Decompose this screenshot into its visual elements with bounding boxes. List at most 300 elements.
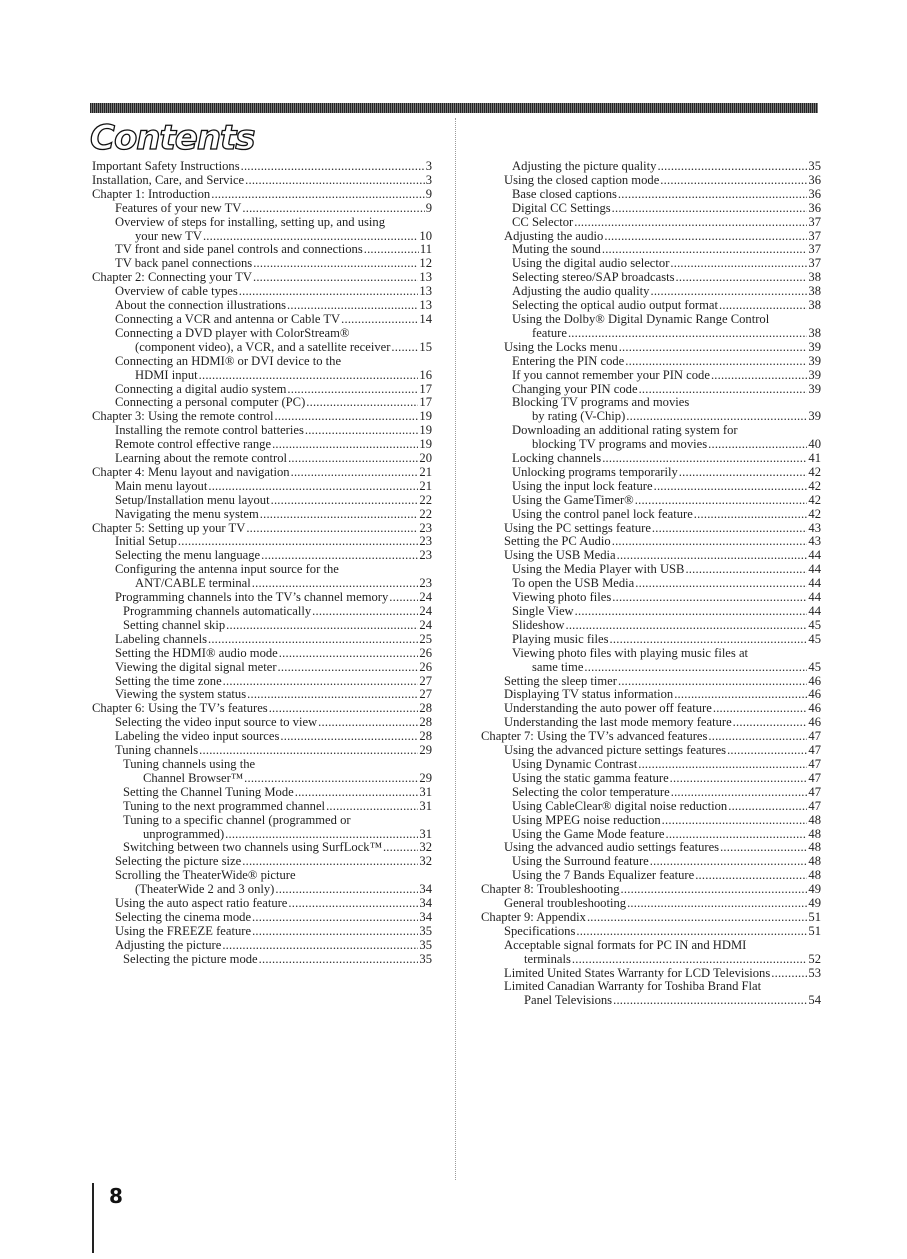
toc-entry[interactable] <box>92 299 432 313</box>
toc-entry-title: HDMI input <box>135 367 198 382</box>
toc-entry[interactable] <box>481 633 821 647</box>
toc-entry[interactable] <box>481 758 821 772</box>
toc-chapter-heading[interactable] <box>92 160 432 174</box>
toc-entry[interactable] <box>92 563 432 577</box>
toc-leader-dots <box>261 549 418 563</box>
toc-page-number: 48 <box>808 812 821 827</box>
toc-page-number: 44 <box>808 562 821 577</box>
toc-entry-title: About the connection illustrations <box>115 298 287 313</box>
toc-entry[interactable] <box>481 869 821 883</box>
toc-leader-dots <box>627 897 807 911</box>
toc-page-number: 13 <box>419 270 432 285</box>
toc-chapter-heading[interactable] <box>92 702 432 716</box>
toc-entry-title: Adjusting the picture <box>115 937 222 952</box>
toc-entry-title: Setup/Installation menu layout <box>115 492 270 507</box>
toc-entry[interactable] <box>481 174 821 188</box>
toc-page-number: 36 <box>808 186 821 201</box>
toc-leader-dots <box>199 369 419 383</box>
toc-leader-dots <box>612 535 808 549</box>
toc-entry[interactable] <box>92 438 432 452</box>
toc-entry-title: Using the Dolby® Digital Dynamic Range Control <box>512 311 770 326</box>
toc-entry[interactable] <box>481 424 821 438</box>
toc-leader-dots <box>679 466 808 480</box>
toc-entry[interactable] <box>92 814 432 828</box>
toc-entry[interactable] <box>92 216 432 230</box>
toc-page-number: 24 <box>419 604 432 618</box>
toc-entry[interactable] <box>481 508 821 522</box>
toc-page-number: 37 <box>808 228 821 243</box>
toc-entry[interactable] <box>481 160 821 174</box>
toc-entry[interactable] <box>481 355 821 369</box>
toc-entry-title: Using the Media Player with USB <box>512 562 685 577</box>
toc-entry-title: Limited Canadian Warranty for Toshiba Brand Flat <box>504 979 762 994</box>
toc-entry-title: Switching between two channels using SurfLock™ <box>123 840 382 855</box>
toc-entry[interactable] <box>481 202 821 216</box>
toc-entry[interactable] <box>92 243 432 257</box>
toc-entry[interactable] <box>481 230 821 244</box>
toc-leader-dots <box>244 772 418 786</box>
toc-leader-dots <box>252 577 419 591</box>
toc-page-number: 14 <box>419 311 432 326</box>
toc-entry-title: Using the static gamma feature <box>512 770 669 785</box>
toc-entry[interactable] <box>92 800 432 814</box>
toc-page-number: 47 <box>808 798 821 813</box>
toc-entry[interactable] <box>481 341 821 355</box>
toc-entry-title: Navigating the menu system <box>115 506 259 521</box>
toc-leader-dots <box>326 800 418 814</box>
toc-entry-title: Installing the remote control batteries <box>115 423 304 438</box>
toc-page-number: 47 <box>808 784 821 799</box>
toc-page-number: 35 <box>419 951 432 966</box>
toc-leader-dots <box>576 925 807 939</box>
toc-page-number: 31 <box>419 784 432 799</box>
toc-entry-title: Using the Surround feature <box>512 854 649 869</box>
toc-entry-title: unprogrammed) <box>143 826 225 841</box>
toc-leader-dots <box>246 522 418 536</box>
toc-entry[interactable] <box>92 452 432 466</box>
toc-page-number: 46 <box>808 673 821 688</box>
toc-entry-title: Locking channels <box>512 451 602 466</box>
toc-entry[interactable] <box>481 299 821 313</box>
toc-page-number: 28 <box>419 729 432 744</box>
toc-chapter-heading[interactable] <box>92 410 432 424</box>
toc-entry[interactable] <box>92 285 432 299</box>
toc-entry[interactable] <box>481 953 821 967</box>
toc-entry[interactable] <box>92 841 432 855</box>
toc-leader-dots <box>610 633 808 647</box>
toc-leader-dots <box>572 953 808 967</box>
toc-leader-dots <box>568 327 807 341</box>
toc-page-number: 22 <box>419 492 432 507</box>
toc-entry[interactable] <box>481 480 821 494</box>
toc-entry[interactable] <box>92 494 432 508</box>
toc-entry-title: Using the Game Mode feature <box>512 826 665 841</box>
toc-entry[interactable] <box>92 772 432 786</box>
toc-leader-dots <box>660 174 807 188</box>
toc-left-column <box>92 160 432 967</box>
toc-leader-dots <box>621 883 808 897</box>
toc-entry[interactable] <box>481 814 821 828</box>
toc-leader-dots <box>652 522 807 536</box>
toc-entry-title: Connecting a DVD player with ColorStream® <box>115 325 350 340</box>
toc-leader-dots <box>199 744 418 758</box>
toc-entry[interactable] <box>92 313 432 327</box>
toc-entry[interactable] <box>92 577 432 591</box>
toc-entry[interactable] <box>481 563 821 577</box>
toc-page-number: 3 <box>425 159 432 173</box>
toc-leader-dots <box>252 911 418 925</box>
toc-leader-dots <box>671 786 808 800</box>
toc-leader-dots <box>252 925 418 939</box>
toc-page-number: 34 <box>419 896 432 911</box>
toc-page-number: 39 <box>808 381 821 396</box>
toc-entry[interactable] <box>92 355 432 369</box>
toc-entry-title: Connecting a VCR and antenna or Cable TV <box>115 311 341 326</box>
toc-page-number: 35 <box>419 937 432 952</box>
toc-entry[interactable] <box>481 313 821 327</box>
toc-page-number: 47 <box>808 729 821 744</box>
toc-entry-title: Connecting an HDMI® or DVI device to the <box>115 353 342 368</box>
toc-entry-title: Selecting the picture size <box>115 854 242 869</box>
toc-entry[interactable] <box>481 841 821 855</box>
toc-entry[interactable] <box>92 202 432 216</box>
toc-page-number: 48 <box>808 868 821 883</box>
toc-entry[interactable] <box>92 230 432 244</box>
toc-entry[interactable] <box>92 341 432 355</box>
toc-entry-title: Changing your PIN code <box>512 381 638 396</box>
toc-entry[interactable] <box>92 619 432 633</box>
toc-page-number: 23 <box>419 576 432 591</box>
toc-entry[interactable] <box>481 577 821 591</box>
toc-page-number: 42 <box>808 464 821 479</box>
toc-leader-dots <box>247 688 418 702</box>
toc-entry[interactable] <box>481 494 821 508</box>
toc-leader-dots <box>208 633 418 647</box>
toc-entry[interactable] <box>92 716 432 730</box>
toc-chapter-heading[interactable] <box>92 174 432 188</box>
toc-leader-dots <box>617 549 808 563</box>
toc-entry[interactable] <box>92 675 432 689</box>
toc-page-number: 44 <box>808 576 821 591</box>
toc-entry-title: Chapter 5: Setting up your TV <box>92 520 246 535</box>
toc-page-number: 21 <box>419 464 432 479</box>
toc-entry[interactable] <box>92 744 432 758</box>
toc-page-number: 46 <box>808 701 821 716</box>
toc-leader-dots <box>602 452 807 466</box>
toc-entry-title: Labeling channels <box>115 631 207 646</box>
toc-page-number: 10 <box>419 228 432 243</box>
toc-leader-dots <box>241 160 425 174</box>
toc-entry-title: Tuning channels <box>115 743 199 758</box>
toc-entry[interactable] <box>481 828 821 842</box>
toc-entry[interactable] <box>481 535 821 549</box>
toc-entry[interactable] <box>92 869 432 883</box>
toc-entry[interactable] <box>481 619 821 633</box>
toc-page-number: 39 <box>808 353 821 368</box>
toc-entry[interactable] <box>92 730 432 744</box>
toc-entry[interactable] <box>481 452 821 466</box>
toc-page-number: 42 <box>808 506 821 521</box>
toc-entry[interactable] <box>92 549 432 563</box>
toc-entry[interactable] <box>481 396 821 410</box>
toc-entry-title: Overview of steps for installing, setting up, and using <box>115 214 386 229</box>
page-number-rule <box>92 1183 94 1253</box>
toc-entry[interactable] <box>92 911 432 925</box>
toc-entry[interactable] <box>481 994 821 1008</box>
toc-entry[interactable] <box>92 383 432 397</box>
toc-entry[interactable] <box>481 522 821 536</box>
toc-entry[interactable] <box>481 257 821 271</box>
toc-entry[interactable] <box>481 675 821 689</box>
toc-entry[interactable] <box>92 897 432 911</box>
toc-entry-title: Connecting a digital audio system <box>115 381 287 396</box>
toc-page-number: 21 <box>419 478 432 493</box>
toc-entry-title: Scrolling the TheaterWide® picture <box>115 868 296 883</box>
toc-page-number: 28 <box>419 701 432 716</box>
toc-page-number: 51 <box>808 923 821 938</box>
toc-chapter-heading[interactable] <box>481 911 821 925</box>
toc-entry[interactable] <box>481 772 821 786</box>
toc-leader-dots <box>694 508 808 522</box>
toc-leader-dots <box>708 438 807 452</box>
toc-entry-title: Setting the Channel Tuning Mode <box>123 784 294 799</box>
toc-entry[interactable] <box>481 800 821 814</box>
toc-entry[interactable] <box>92 953 432 967</box>
toc-page-number: 17 <box>419 395 432 410</box>
toc-leader-dots <box>587 911 807 925</box>
toc-leader-dots <box>719 299 807 313</box>
toc-entry-title: Adjusting the picture quality <box>512 159 657 173</box>
header-rule-bar <box>90 103 818 113</box>
toc-leader-dots <box>695 869 807 883</box>
toc-entry-title: Digital CC Settings <box>512 200 611 215</box>
toc-entry[interactable] <box>92 424 432 438</box>
toc-page-number: 40 <box>808 437 821 452</box>
toc-entry-title: Viewing photo files <box>512 590 612 605</box>
toc-leader-dots <box>635 494 808 508</box>
toc-entry-title: Adjusting the audio <box>504 228 604 243</box>
toc-entry[interactable] <box>92 605 432 619</box>
toc-page-number: 52 <box>808 951 821 966</box>
toc-leader-dots <box>279 647 419 661</box>
toc-entry-title: Setting the sleep timer <box>504 673 617 688</box>
toc-leader-dots <box>602 243 808 257</box>
toc-page-number: 23 <box>419 534 432 549</box>
toc-page-number: 48 <box>808 854 821 869</box>
toc-entry-title: If you cannot remember your PIN code <box>512 367 710 382</box>
toc-leader-dots <box>713 702 808 716</box>
toc-page-number: 38 <box>808 270 821 285</box>
toc-page-number: 34 <box>419 909 432 924</box>
toc-entry[interactable] <box>481 716 821 730</box>
toc-entry-title: Viewing the digital signal meter <box>115 659 277 674</box>
toc-leader-dots <box>225 828 418 842</box>
toc-entry-title: Selecting the video input source to view <box>115 715 318 730</box>
toc-entry-title: Setting the PC Audio <box>504 534 611 549</box>
toc-leader-dots <box>275 410 419 424</box>
toc-entry-title: Chapter 4: Menu layout and navigation <box>92 464 290 479</box>
toc-entry[interactable] <box>92 633 432 647</box>
toc-entry-title: Specifications <box>504 923 576 938</box>
toc-leader-dots <box>305 424 419 438</box>
toc-entry-title: Setting the HDMI® audio mode <box>115 645 278 660</box>
toc-entry[interactable] <box>481 285 821 299</box>
toc-entry[interactable] <box>481 939 821 953</box>
toc-page-number: 43 <box>808 534 821 549</box>
toc-entry[interactable] <box>481 967 821 981</box>
toc-entry-title: Using the closed caption mode <box>504 172 660 187</box>
toc-entry[interactable] <box>481 549 821 563</box>
toc-leader-dots <box>389 591 418 605</box>
toc-entry[interactable] <box>481 647 821 661</box>
toc-entry[interactable] <box>481 688 821 702</box>
toc-chapter-heading[interactable] <box>92 188 432 202</box>
toc-chapter-heading[interactable] <box>92 271 432 285</box>
toc-entry[interactable] <box>92 257 432 271</box>
toc-entry[interactable] <box>481 925 821 939</box>
toc-entry-title: Programming channels into the TV’s channel memory <box>115 590 389 605</box>
toc-entry-title: Chapter 1: Introduction <box>92 186 211 201</box>
toc-page-number: 45 <box>808 659 821 674</box>
toc-leader-dots <box>565 619 807 633</box>
toc-entry[interactable] <box>481 383 821 397</box>
toc-leader-dots <box>318 716 418 730</box>
toc-page-number: 44 <box>808 604 821 618</box>
toc-chapter-heading[interactable] <box>92 466 432 480</box>
toc-page-number: 35 <box>419 923 432 938</box>
toc-page-number: 22 <box>419 506 432 521</box>
toc-page-number: 9 <box>425 200 432 215</box>
toc-entry[interactable] <box>481 188 821 202</box>
toc-entry[interactable] <box>92 535 432 549</box>
toc-entry[interactable] <box>92 828 432 842</box>
toc-entry-title: your new TV <box>135 228 202 243</box>
toc-leader-dots <box>733 716 808 730</box>
toc-page-number: 35 <box>808 159 821 173</box>
toc-entry-title: Using the digital audio selector <box>512 256 670 271</box>
toc-leader-dots <box>271 494 419 508</box>
toc-entry[interactable] <box>92 327 432 341</box>
toc-entry[interactable] <box>92 883 432 897</box>
toc-entry[interactable] <box>92 480 432 494</box>
toc-entry[interactable] <box>92 661 432 675</box>
toc-entry[interactable] <box>92 647 432 661</box>
toc-chapter-heading[interactable] <box>481 883 821 897</box>
toc-page-number: 24 <box>419 590 432 605</box>
toc-entry[interactable] <box>481 605 821 619</box>
toc-entry-title: same time <box>532 659 584 674</box>
toc-chapter-heading[interactable] <box>92 522 432 536</box>
toc-entry[interactable] <box>481 744 821 758</box>
toc-leader-dots <box>727 744 807 758</box>
toc-page-number: 32 <box>419 840 432 855</box>
toc-page-number: 17 <box>419 381 432 396</box>
toc-entry-title: Using MPEG noise reduction <box>512 812 661 827</box>
toc-leader-dots <box>269 702 419 716</box>
toc-entry[interactable] <box>481 980 821 994</box>
toc-page-number: 16 <box>419 367 432 382</box>
toc-entry[interactable] <box>481 438 821 452</box>
toc-leader-dots <box>720 841 807 855</box>
toc-entry-title: Using the GameTimer® <box>512 492 634 507</box>
toc-entry[interactable] <box>92 688 432 702</box>
toc-entry[interactable] <box>92 855 432 869</box>
toc-entry-title: Understanding the last mode memory feature <box>504 715 732 730</box>
toc-leader-dots <box>259 953 419 967</box>
toc-entry[interactable] <box>481 855 821 869</box>
toc-entry[interactable] <box>92 591 432 605</box>
toc-entry[interactable] <box>481 369 821 383</box>
toc-page-number: 36 <box>808 172 821 187</box>
toc-leader-dots <box>288 452 418 466</box>
toc-entry-title: Chapter 7: Using the TV’s advanced features <box>481 729 708 744</box>
toc-entry-title: Base closed captions <box>512 186 617 201</box>
toc-entry-title: by rating (V-Chip) <box>532 409 626 424</box>
toc-leader-dots <box>619 341 808 355</box>
toc-entry[interactable] <box>481 702 821 716</box>
toc-entry[interactable] <box>92 939 432 953</box>
toc-leader-dots <box>222 939 418 953</box>
toc-leader-dots <box>278 661 419 675</box>
toc-leader-dots <box>178 535 418 549</box>
toc-entry[interactable] <box>481 243 821 257</box>
toc-entry[interactable] <box>481 410 821 424</box>
toc-leader-dots <box>203 230 418 244</box>
toc-entry-title: Viewing photo files with playing music files at <box>512 645 749 660</box>
toc-page-number: 42 <box>808 478 821 493</box>
toc-chapter-heading[interactable] <box>481 730 821 744</box>
toc-entry[interactable] <box>92 396 432 410</box>
toc-entry[interactable] <box>481 271 821 285</box>
toc-entry-title: Overview of cable types <box>115 284 238 299</box>
toc-page-number: 42 <box>808 492 821 507</box>
toc-entry[interactable] <box>92 508 432 522</box>
toc-entry[interactable] <box>481 661 821 675</box>
toc-entry-title: Chapter 6: Using the TV’s features <box>92 701 268 716</box>
toc-entry-title: Using the PC settings feature <box>504 520 651 535</box>
toc-entry[interactable] <box>481 216 821 230</box>
toc-page-number: 15 <box>419 339 432 354</box>
toc-page-number: 28 <box>419 715 432 730</box>
toc-entry-title: terminals <box>524 951 571 966</box>
toc-entry[interactable] <box>92 369 432 383</box>
toc-leader-dots <box>383 841 418 855</box>
toc-entry[interactable] <box>92 786 432 800</box>
toc-page-number: 39 <box>808 367 821 382</box>
toc-leader-dots <box>391 341 418 355</box>
toc-entry-title: (component video), a VCR, and a satellite receiver <box>135 339 391 354</box>
toc-entry[interactable] <box>481 786 821 800</box>
toc-page-number: 37 <box>808 214 821 229</box>
toc-entry[interactable] <box>481 466 821 480</box>
toc-page-number: 20 <box>419 451 432 466</box>
toc-entry[interactable] <box>481 897 821 911</box>
toc-leader-dots <box>674 688 807 702</box>
toc-page-number: 19 <box>419 409 432 424</box>
toc-entry-title: Chapter 2: Connecting your TV <box>92 270 252 285</box>
toc-entry[interactable] <box>481 591 821 605</box>
toc-entry-title: Playing music files <box>512 631 609 646</box>
toc-page-number: 48 <box>808 840 821 855</box>
toc-entry-title: Using the USB Media <box>504 548 616 563</box>
toc-entry-title: Using the input lock feature <box>512 478 653 493</box>
toc-entry[interactable] <box>92 925 432 939</box>
toc-entry[interactable] <box>92 758 432 772</box>
toc-entry-title: Limited United States Warranty for LCD Televisions <box>504 965 771 980</box>
toc-entry-title: Features of your new TV <box>115 200 242 215</box>
toc-entry-title: Using the FREEZE feature <box>115 923 252 938</box>
toc-entry[interactable] <box>481 327 821 341</box>
